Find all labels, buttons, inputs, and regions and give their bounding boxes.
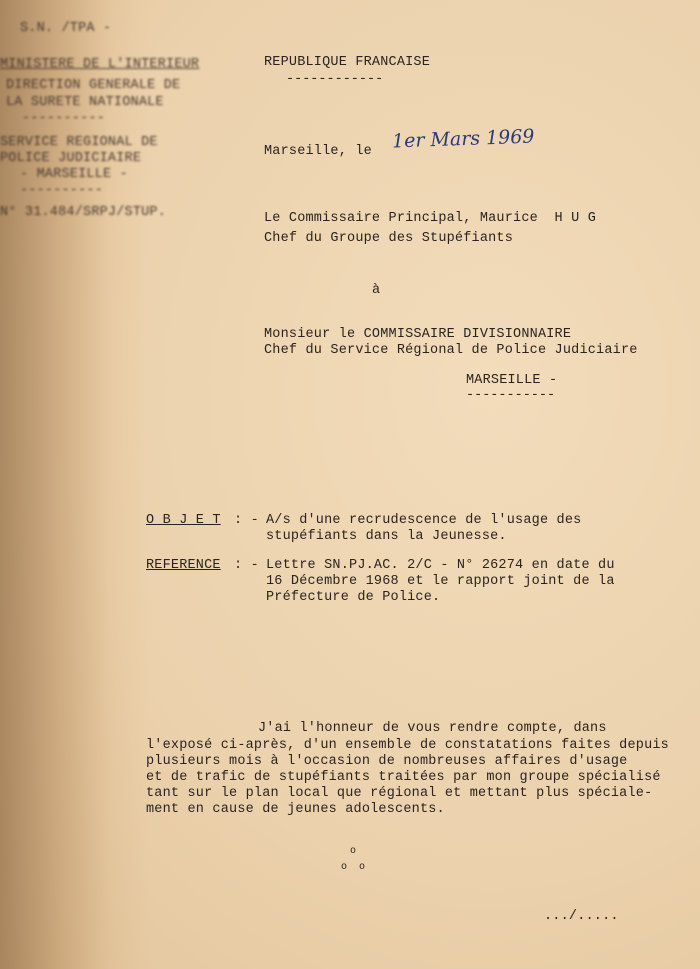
body-line-5: tant sur le plan local que régional et mettant plus spéciale- [146, 786, 653, 801]
handwritten-date: 1er Mars 1969 [391, 125, 535, 153]
ornament-bottom: o o [341, 862, 366, 873]
header-left-service: SERVICE REGIONAL DE [0, 135, 158, 150]
country-heading: REPUBLIQUE FRANCAISE [264, 55, 431, 70]
header-left-police: POLICE JUDICIAIRE [0, 151, 142, 166]
body-line-4: et de trafic de stupéfiants traitées par mon groupe spécialisé [146, 770, 661, 785]
place-date-prefix: Marseille, le [264, 144, 372, 159]
objet-line-2: stupéfiants dans la Jeunesse. [266, 529, 507, 544]
reference-separator: : - [234, 558, 259, 573]
body-line-3: plusieurs mois à l'occasion de nombreuses affaires d'usage [146, 754, 628, 769]
body-line-2: l'exposé ci-après, d'un ensemble de constatations faites depuis [146, 738, 669, 753]
reference-line-3: Préfecture de Police. [266, 590, 441, 605]
header-left-reference: N° 31.484/SRPJ/STUP. [0, 205, 167, 220]
header-left-direction: DIRECTION GENERALE DE [6, 78, 181, 93]
recipient-city-underline: ----------- [466, 388, 556, 403]
ornament-top: o [350, 846, 357, 857]
reference-line-1: Lettre SN.PJ.AC. 2/C - N° 26274 en date du [266, 558, 615, 573]
header-left-surete: LA SURETE NATIONALE [6, 95, 164, 110]
country-underline: ------------ [286, 72, 384, 87]
header-left-separator-2: ---------- [20, 183, 104, 198]
recipient-city: MARSEILLE - [466, 373, 558, 388]
body-line-6: ment en cause de jeunes adolescents. [146, 802, 445, 817]
header-left-city: - MARSEILLE - [20, 167, 128, 182]
continuation-mark: .../..... [544, 909, 619, 924]
recipient-line-1: Monsieur le COMMISSAIRE DIVISIONNAIRE [264, 327, 572, 342]
sender-line-1: Le Commissaire Principal, Maurice H U G [264, 211, 597, 226]
reference-line-2: 16 Décembre 1968 et le rapport joint de la [266, 574, 615, 589]
sender-line-2: Chef du Groupe des Stupéfiants [264, 231, 514, 246]
header-left-code: S.N. /TPA - [20, 21, 112, 36]
objet-label: O B J E T [146, 513, 221, 528]
objet-line-1: A/s d'une recrudescence de l'usage des [266, 513, 582, 528]
body-line-1: J'ai l'honneur de vous rendre compte, dans [258, 721, 607, 736]
to-word: à [372, 283, 381, 298]
header-left-separator-1: ---------- [22, 111, 106, 126]
recipient-line-2: Chef du Service Régional de Police Judiciaire [264, 343, 638, 358]
objet-separator: : - [234, 513, 259, 528]
reference-label: REFERENCE [146, 558, 221, 573]
header-left-ministry: MINISTERE DE L'INTERIEUR [0, 57, 200, 72]
